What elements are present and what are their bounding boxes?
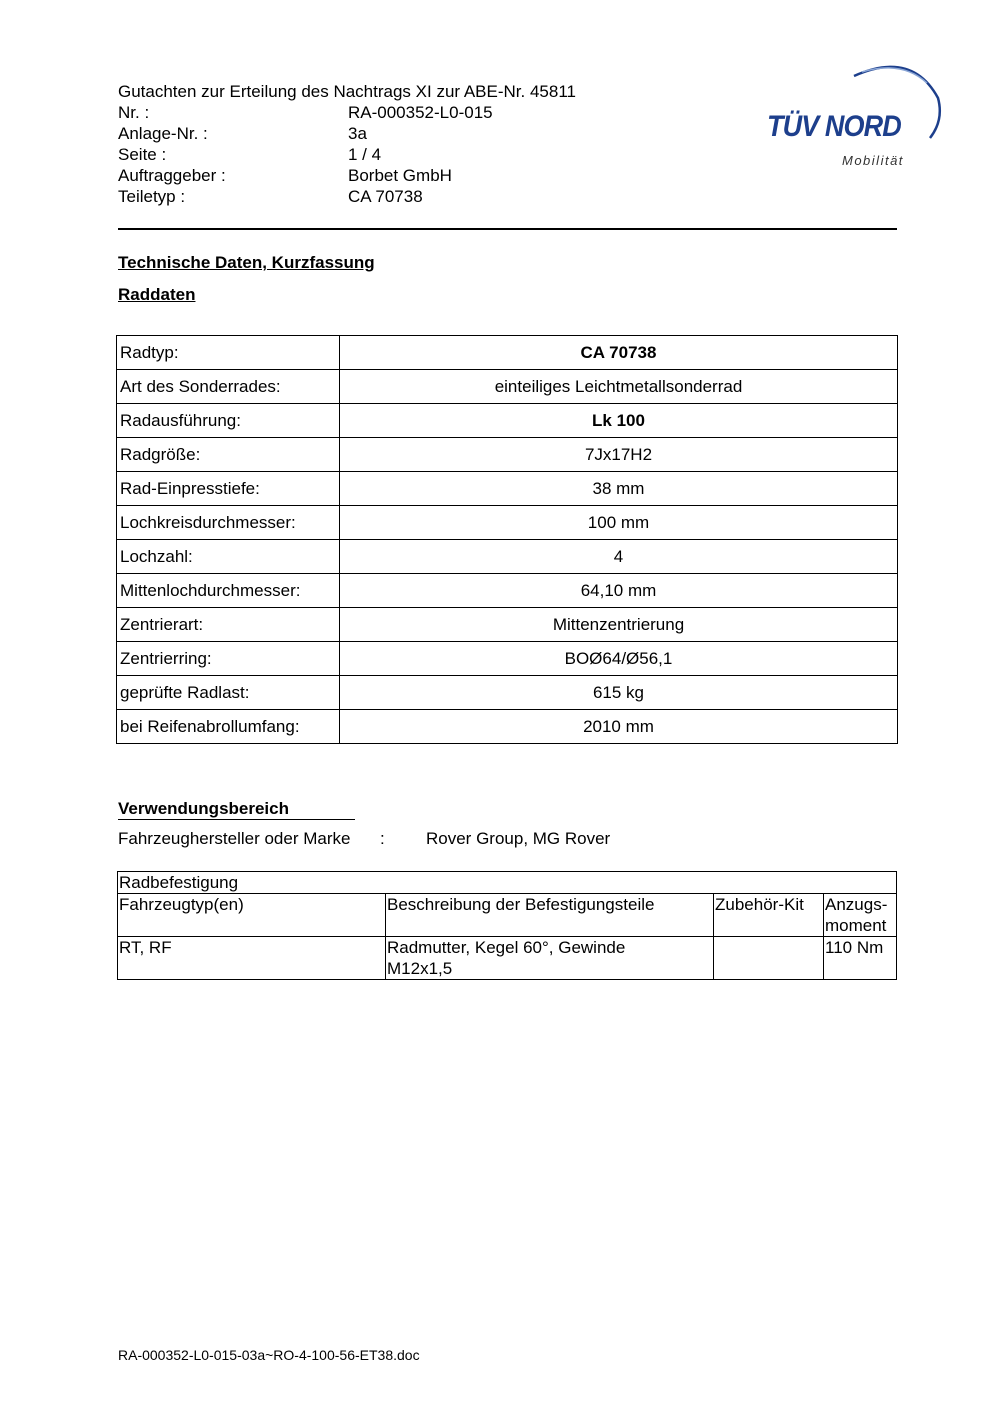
column-header: Beschreibung der Befestigungsteile <box>386 894 714 937</box>
section-heading-raddaten: Raddaten <box>118 285 196 304</box>
row-label: Lochzahl: <box>117 540 340 574</box>
logo-subtitle: Mobilität <box>842 153 904 168</box>
logo-brand: TÜV NORD <box>767 110 901 143</box>
row-value: 100 mm <box>340 506 898 540</box>
row-value: einteiliges Leichtmetallsonderrad <box>340 370 898 404</box>
header-label: Teiletyp : <box>118 187 186 206</box>
header-label: Anlage-Nr. : <box>118 124 208 143</box>
table-row <box>117 336 898 370</box>
table-row <box>117 676 898 710</box>
header-row-auftraggeber <box>118 165 576 186</box>
table-row <box>117 438 898 472</box>
table-row <box>117 710 898 744</box>
table-row <box>117 370 898 404</box>
row-value: 4 <box>340 540 898 574</box>
header-divider <box>118 228 897 230</box>
row-label: Radtyp: <box>117 336 340 370</box>
row-label: geprüfte Radlast: <box>117 676 340 710</box>
header-label: Nr. : <box>118 103 150 122</box>
row-value: 615 kg <box>340 676 898 710</box>
header-value: CA 70738 <box>348 187 423 206</box>
row-label: Art des Sonderrades: <box>117 370 340 404</box>
section-heading-verwendung: Verwendungsbereich <box>118 799 355 820</box>
table-row <box>117 472 898 506</box>
manufacturer-colon: : <box>380 829 385 848</box>
table-row <box>118 872 897 894</box>
row-label: Zentrierring: <box>117 642 340 676</box>
document-header <box>118 81 576 207</box>
table-cell: Radmutter, Kegel 60°, Gewinde M12x1,5 <box>386 937 714 980</box>
header-value: RA-000352-L0-015 <box>348 103 493 122</box>
table-row <box>117 506 898 540</box>
row-label: bei Reifenabrollumfang: <box>117 710 340 744</box>
header-row-seite <box>118 144 576 165</box>
header-row-anlage <box>118 123 576 144</box>
befestigung-table <box>117 871 897 980</box>
table-header-row <box>118 894 897 937</box>
table-cell: 110 Nm <box>824 937 897 980</box>
header-value: Borbet GmbH <box>348 166 452 185</box>
table-cell: RT, RF <box>118 937 386 980</box>
row-label: Rad-Einpresstiefe: <box>117 472 340 506</box>
manufacturer-value: Rover Group, MG Rover <box>426 829 611 848</box>
document-title: Gutachten zur Erteilung des Nachtrags XI zur ABE-Nr. 45811 <box>118 82 576 101</box>
header-row-nr <box>118 102 576 123</box>
row-value: 7Jx17H2 <box>340 438 898 472</box>
row-value: 2010 mm <box>340 710 898 744</box>
table-cell <box>714 937 824 980</box>
section-heading-technical: Technische Daten, Kurzfassung <box>118 253 375 272</box>
header-value: 1 / 4 <box>348 145 382 164</box>
table-row <box>117 642 898 676</box>
header-value: 3a <box>348 124 367 143</box>
row-value: 64,10 mm <box>340 574 898 608</box>
column-header: Fahrzeugtyp(en) <box>118 894 386 937</box>
document-footer: RA-000352-L0-015-03a~RO-4-100-56-ET38.doc <box>118 1347 420 1363</box>
row-label: Radgröße: <box>117 438 340 472</box>
table-row <box>117 540 898 574</box>
row-value: Mittenzentrierung <box>340 608 898 642</box>
row-label: Mittenlochdurchmesser: <box>117 574 340 608</box>
tuv-nord-logo <box>762 58 942 173</box>
header-label: Auftraggeber : <box>118 166 226 185</box>
befestigung-title: Radbefestigung <box>118 872 897 894</box>
header-row-teiletyp <box>118 186 576 207</box>
row-label: Lochkreisdurchmesser: <box>117 506 340 540</box>
row-label: Radausführung: <box>117 404 340 438</box>
column-header: Zubehör-Kit <box>714 894 824 937</box>
header-label: Seite : <box>118 145 167 164</box>
table-row <box>117 574 898 608</box>
table-row <box>117 404 898 438</box>
table-row <box>117 608 898 642</box>
raddaten-table <box>116 335 898 744</box>
row-value: CA 70738 <box>340 336 898 370</box>
row-value: Lk 100 <box>340 404 898 438</box>
row-value: BOØ64/Ø56,1 <box>340 642 898 676</box>
manufacturer-line <box>118 829 610 849</box>
column-header: Anzugs- moment <box>824 894 897 937</box>
row-value: 38 mm <box>340 472 898 506</box>
table-row <box>118 937 897 980</box>
row-label: Zentrierart: <box>117 608 340 642</box>
manufacturer-label: Fahrzeughersteller oder Marke <box>118 829 351 848</box>
